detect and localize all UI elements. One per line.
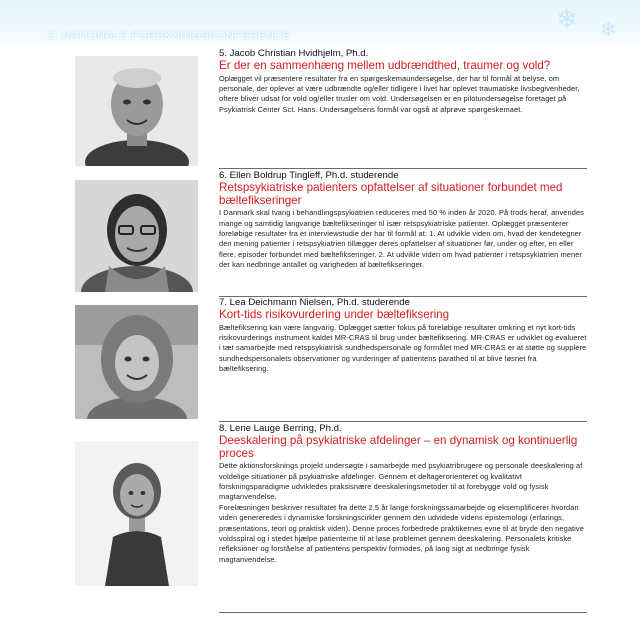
conference-header-title: 2. NATIONALE FORSKNINGSKONFERENCE (48, 30, 291, 42)
snowflake-icon: ❄ (556, 4, 578, 34)
speaker-entry (75, 297, 590, 417)
talk-abstract: Bæltefiksering kan være langvarig. Oplægget sætter fokus på foreløbige resultater omkring et nyt kort-tids risikovurderings instrument kaldet MR-CRAS til brug under bæltefiksering. MR-CRAS er udviklet og evalueret i tæt samarbejde med retspsykiatrisk sundhedspersonale og formålet med MR-CRAS er at støtte og supplere sundhedspersonalets observationer og vurderinger af patientens parathed til at blive løsnet fra bæltefiksering. (219, 322, 587, 374)
talk-title: Retspsykiatriske patienters opfattelser af situationer forbundet med bæltefikseringer (219, 181, 563, 207)
speaker-photo (75, 305, 198, 419)
divider (219, 421, 587, 422)
speaker-name: 8. Lene Lauge Berring, Ph.d. (219, 423, 342, 434)
snowflake-icon: ❄ (600, 19, 617, 41)
speaker-photo (75, 441, 198, 586)
talk-abstract: Oplægget vil præsentere resultater fra en spørgeskemaundersøgelse, der har til formål at belyse, om personale, der oplever at være udbrændte og/eller tidligere i livet har oplevet traumatiske livsbegivenheder, oftere bliver udsat for vold og/eller trusler om vold. Undersøgelsen er en pilotundersøgelse foretaget på Psykiatrisk Center Sct. Hans. Undersøgelsens formål var også at afprøve spørgeskemaet. (219, 73, 580, 114)
speaker-text (219, 297, 587, 375)
abstract-paragraph: Forelæsningen beskriver resultatet fra dette 2,5 år lange forskningssamarbejde og eksemplificerer hvordan viden genereredes i dynamiske forskningscirkler gennem den udvidede videns epistemologi (erfarings, præsentations, teori og praktisk viden). Denne proces forbedrede praktikernes evne til at bryde den negative voldsspiral og i stedet hjælpe patienterne til at løse problemet gennem deeskalering. Personalets kritiske refleksioner og forståelse af patientens perspektiv formodes, på lang sigt at nedbringe fysisk magtanvendelse. (219, 502, 584, 564)
speaker-photo (75, 56, 198, 166)
talk-title: Kort-tids risikovurdering under bæltefiksering (219, 308, 450, 321)
speaker-entry (75, 423, 590, 613)
talk-abstract (219, 461, 587, 565)
speaker-name: 6. Ellen Boldrup Tingleff, Ph.d. studerende (219, 170, 399, 181)
speaker-entry (75, 48, 590, 168)
speaker-text (219, 170, 587, 271)
abstract-paragraph: Dette aktionsforsknings projekt undersøgte i samarbejde med psykiatribrugere og personale deeskalering af voldelige situationer på psykiatriske afdelinger. Gennem et deltagerorienteret og kvalitativt forskningsparadigme udvikledes praksisnære deeskaleringsmetoder til at forebygge vold og fysisk magtanvendelse. (219, 461, 583, 502)
divider (219, 612, 587, 613)
speaker-text (219, 48, 587, 115)
speaker-photo (75, 180, 198, 292)
talk-abstract: I Danmark skal tvang i behandlingspsykiatrien reduceres med 50 % inden år 2020. På trods heraf, anvendes mange og samtidig langvarige bæltefikseringer til især retspsykiatriske patienter. Oplægget præsenterer foreløbige resultater fra et interviewstudie der har til formål at: 1. At udvikle viden om, hvad der kendetegner den mening patienter i retspsykiatrien tillægger deres opfattelser af situationer før, under og efter, en eller flere, episoder forbundet med bæltefikseringer. 2. At udvikle viden om hvad patienter i retspsykiatrien mener der kan nedbringe antallet og varigheden af bæltefikseringer. (219, 208, 584, 270)
speaker-entry (75, 170, 590, 295)
divider (219, 168, 587, 169)
speaker-name: 5. Jacob Christian Hvidhjelm, Ph.d. (219, 48, 369, 59)
talk-title: Deeskalering på psykiatriske afdelinger – en dynamisk og kontinuerlig proces (219, 434, 578, 460)
speaker-name: 7. Lea Deichmann Nielsen, Ph.d. studerende (219, 297, 410, 308)
speaker-text (219, 423, 587, 565)
talk-title: Er der en sammenhæng mellem udbrændthed, traumer og vold? (219, 59, 551, 72)
